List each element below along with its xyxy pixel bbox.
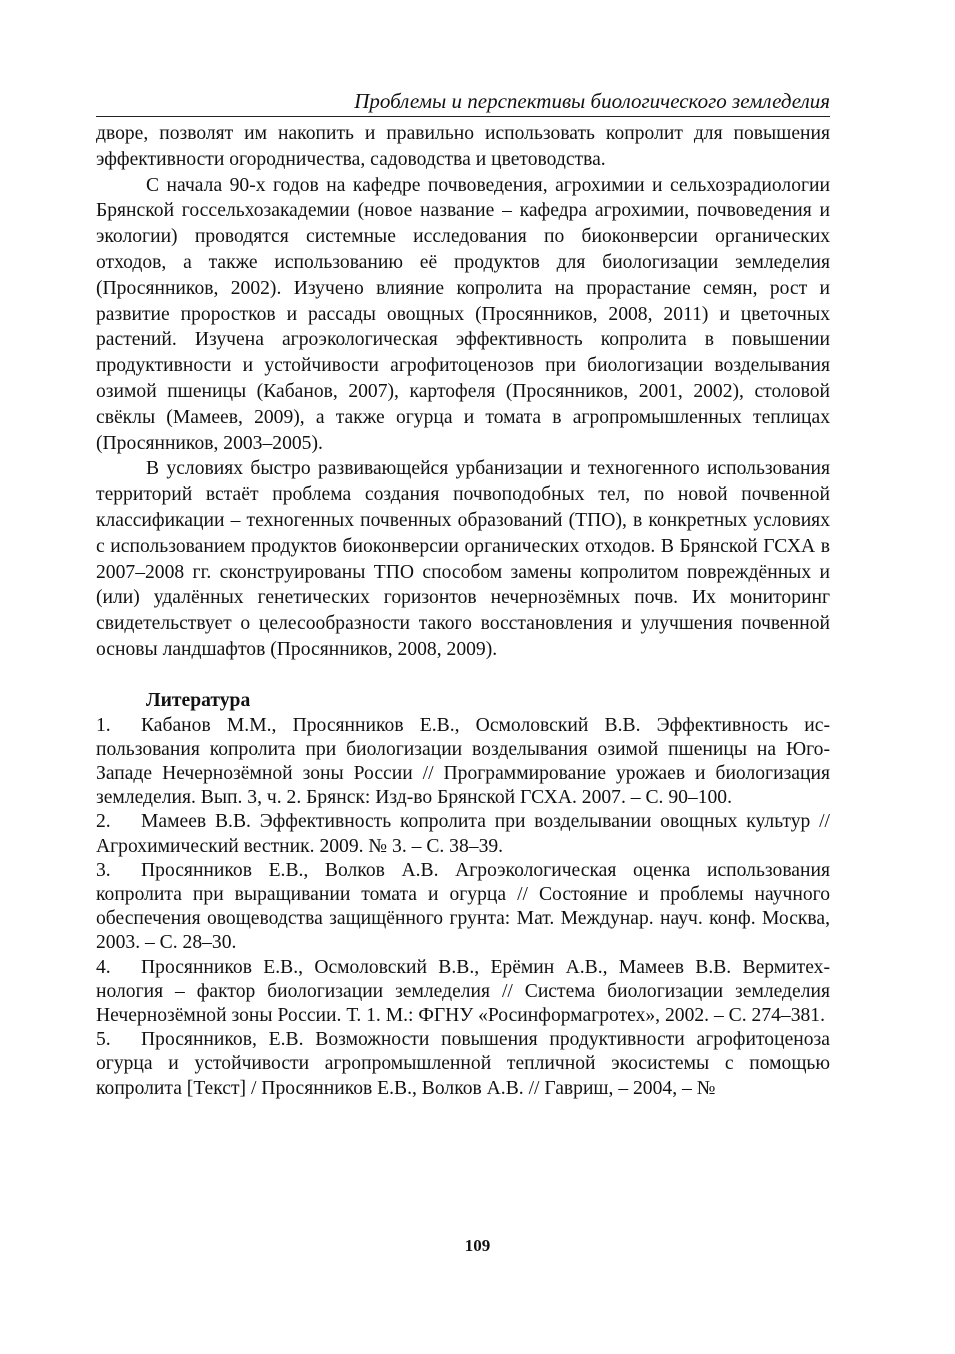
- reference-text: Просянников Е.В., Волков А.В. Агроэкологическая оценка использования копролита при выращивании томата и огурца // Состояние и проблемы научного обеспечения овощеводства защищённого грунта: Мат. Междунар. науч. конф. Москва, 2003. – С. 28–30.: [96, 859, 830, 954]
- reference-item-2: [96, 810, 830, 858]
- reference-number: 1.: [96, 714, 111, 736]
- reference-text: Просянников, Е.В. Возможности повышения продуктивности агрофитоценоза огурца и устойчивости агропромышленной тепличной экосистемы с помощью копролита [Текст] / Просянников Е.В., Волков А.В. // Гавриш, – 2004, – №: [96, 1029, 830, 1099]
- page-content: [96, 88, 830, 1101]
- reference-number: 3.: [96, 859, 111, 881]
- reference-text: Мамеев В.В. Эффективность копролита при возделывании овощных культур //Агрохимический вестник. 2009. № 3. – С. 38–39.: [96, 811, 830, 857]
- references-heading: Литература: [146, 689, 251, 711]
- reference-number: 4.: [96, 956, 111, 978]
- reference-item-5: [96, 1028, 830, 1101]
- reference-item-4: [96, 956, 830, 1029]
- page-number: 109: [464, 1236, 491, 1255]
- running-header: Проблемы и перспективы биологического земледелия: [96, 88, 830, 117]
- paragraph-1: дворе, позволят им накопить и правильно использовать копролит для повышения эффективности огородничества, садоводства и цветоводства.: [96, 123, 830, 170]
- paragraph-2: С начала 90-х годов на кафедре почвоведения, агрохимии и сельхозрадиологии Брянской госсельхозакадемии (новое название – кафедра агрохимии, почвоведения и экологии) проводятся системные исследования по биоконверсии органических отходов, а также использованию её продуктов для биологизации земледелия (Просянников, 2002). Изучено влияние копролита на прорастание семян, рост и развитие проростков и рассады овощных (Просянников, 2008, 2011) и цветочных растений. Изучена агроэкологическая эффективность копролита в повышении продуктивности и устойчивости агрофитоценозов при биологизации возделывания озимой пшеницы (Кабанов, 2007), картофеля (Просянников, 2001, 2002), столовой свёклы (Мамеев, 2009), а также огурца и томата в агропромышленных теплицах (Просянников, 2003–2005).: [96, 174, 830, 454]
- reference-item-3: [96, 859, 830, 956]
- reference-text: Кабанов М.М., Просянников Е.В., Осмоловский В.В. Эффективность использования копролита при биологизации возделывания озимой пшеницы на Юго-Западе Нечернозёмной зоны России // Программирование урожаев и биологизация земледелия. Вып. 3, ч. 2. Брянск: Изд-во Брянской ГСХА. 2007. – С. 90–100.: [96, 714, 830, 809]
- reference-item-1: [96, 714, 830, 811]
- paragraph-3: В условиях быстро развивающейся урбанизации и техногенного использования территорий встаёт проблема создания почвоподобных тел, по новой почвенной классификации – техногенных почвенных образований (ТПО), в конкретных условиях с использованием продуктов биоконверсии органических отходов. В Брянской ГСХА в 2007–2008 гг. сконструированы ТПО способом замены копролитом повреждённых и (или) удалённых генетических горизонтов нечернозёмных почв. Их мониторинг свидетельствует о целесообразности такого восстановления и улучшения почвенной основы ландшафтов (Просянников, 2008, 2009).: [96, 458, 830, 660]
- reference-text: Просянников Е.В., Осмоловский В.В., Ерёмин А.В., Мамеев В.В. Вермитехнология – фактор биологизации земледелия // Система биологизации земледелия Нечернозёмной зоны России. Т. 1. М.: ФГНУ «Росинформагротех», 2002. – С. 274–381.: [96, 956, 830, 1026]
- reference-number: 2.: [96, 811, 111, 833]
- reference-number: 5.: [96, 1029, 111, 1051]
